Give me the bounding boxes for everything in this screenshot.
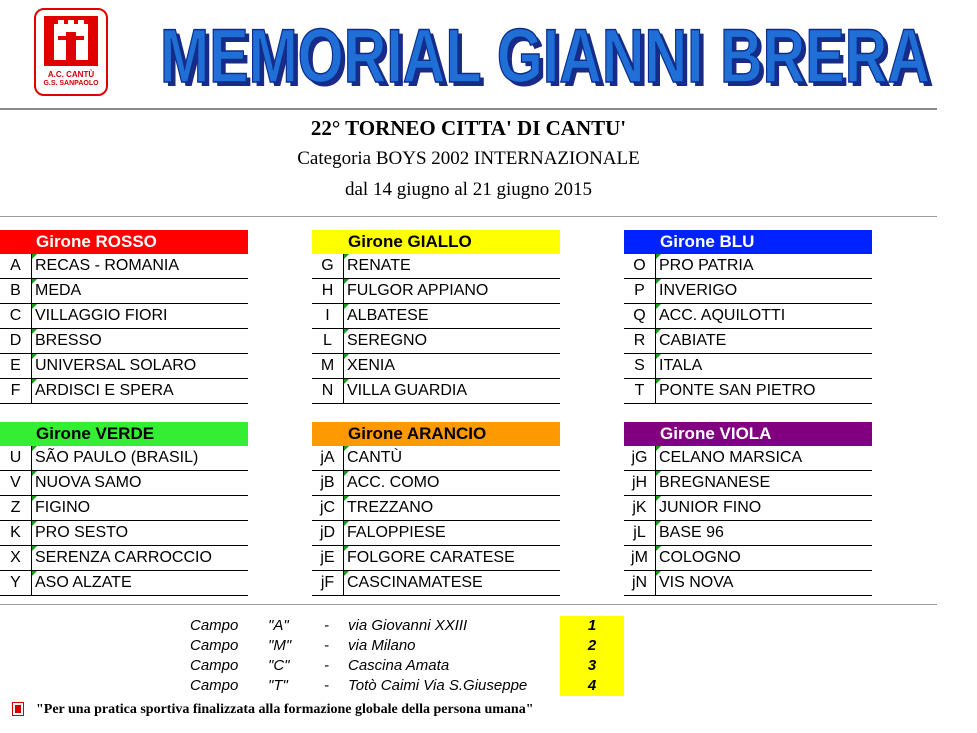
team-code: jH xyxy=(624,471,656,495)
field-address: via Giovanni XXIII xyxy=(348,617,468,634)
footer-logo-icon xyxy=(12,702,24,716)
team-name: COLOGNO xyxy=(659,549,741,566)
team-code: jD xyxy=(312,521,344,545)
group-5 xyxy=(624,422,872,596)
team-code: S xyxy=(624,354,656,378)
team-row xyxy=(312,471,560,496)
team-code: L xyxy=(312,329,344,353)
team-row xyxy=(312,546,560,571)
field-number: 2 xyxy=(560,636,624,656)
group-3 xyxy=(0,422,248,596)
team-code: jG xyxy=(624,446,656,470)
team-row xyxy=(312,329,560,354)
team-row xyxy=(624,254,872,279)
team-row xyxy=(624,379,872,404)
team-code: P xyxy=(624,279,656,303)
team-row xyxy=(624,521,872,546)
team-name: ITALA xyxy=(659,357,703,374)
field-label: Campo xyxy=(190,617,239,634)
field-dash: - xyxy=(324,657,329,674)
team-name: SERENZA CARROCCIO xyxy=(35,549,212,566)
group-header: Girone ARANCIO xyxy=(312,422,560,446)
team-code: R xyxy=(624,329,656,353)
group-header: Girone BLU xyxy=(624,230,872,254)
team-row xyxy=(0,521,248,546)
team-code: jB xyxy=(312,471,344,495)
team-row xyxy=(312,304,560,329)
team-name: VIS NOVA xyxy=(659,574,734,591)
team-code: K xyxy=(0,521,32,545)
field-number: 4 xyxy=(560,676,624,696)
field-label: Campo xyxy=(190,637,239,654)
team-name: JUNIOR FINO xyxy=(659,499,762,516)
tower-icon xyxy=(44,16,98,66)
team-code: C xyxy=(0,304,32,328)
field-dash: - xyxy=(324,637,329,654)
team-code: F xyxy=(0,379,32,403)
main-title xyxy=(158,10,948,100)
team-code: jL xyxy=(624,521,656,545)
team-code: jM xyxy=(624,546,656,570)
team-row xyxy=(312,571,560,596)
field-code: "A" xyxy=(268,617,289,634)
club-logo xyxy=(34,8,108,96)
team-row xyxy=(312,354,560,379)
group-1 xyxy=(312,230,560,404)
field-address: via Milano xyxy=(348,637,416,654)
footer-motto: "Per una pratica sportiva finalizzata alla formazione globale della persona umana" xyxy=(36,702,534,717)
field-label: Campo xyxy=(190,657,239,674)
tournament-dates: dal 14 giugno al 21 giugno 2015 xyxy=(345,179,592,200)
team-name: BASE 96 xyxy=(659,524,724,541)
team-code: E xyxy=(0,354,32,378)
field-row xyxy=(186,656,626,676)
team-name: VILLAGGIO FIORI xyxy=(35,307,168,324)
team-name: INVERIGO xyxy=(659,282,738,299)
team-name: XENIA xyxy=(347,357,396,374)
team-row xyxy=(312,496,560,521)
field-label: Campo xyxy=(190,677,239,694)
team-name: MEDA xyxy=(35,282,82,299)
team-name: ACC. COMO xyxy=(347,474,440,491)
tournament-title: 22° TORNEO CITTA' DI CANTU' xyxy=(310,116,627,140)
main-title-text: MEMORIAL GIANNI BRERA xyxy=(160,14,930,99)
team-code: jF xyxy=(312,571,344,595)
tournament-category: Categoria BOYS 2002 INTERNAZIONALE xyxy=(297,148,640,169)
main-title-shadow: MEMORIAL GIANNI BRERA xyxy=(164,18,934,100)
team-code: Q xyxy=(624,304,656,328)
team-code: jK xyxy=(624,496,656,520)
team-row xyxy=(0,446,248,471)
team-name: ALBATESE xyxy=(347,307,429,324)
team-row xyxy=(624,496,872,521)
team-name: FOLGORE CARATESE xyxy=(347,549,515,566)
logo-line2: G.S. SANPAOLO xyxy=(43,80,99,87)
team-row xyxy=(0,304,248,329)
team-name: SÃO PAULO (BRASIL) xyxy=(35,449,199,466)
team-name: BRESSO xyxy=(35,332,102,349)
team-row xyxy=(0,254,248,279)
team-row xyxy=(312,446,560,471)
team-row xyxy=(624,304,872,329)
team-name: CANTÙ xyxy=(347,449,403,466)
team-code: M xyxy=(312,354,344,378)
team-name: SEREGNO xyxy=(347,332,428,349)
team-code: T xyxy=(624,379,656,403)
team-row xyxy=(312,254,560,279)
team-name: ASO ALZATE xyxy=(35,574,132,591)
team-name: CABIATE xyxy=(659,332,727,349)
team-name: VILLA GUARDIA xyxy=(347,382,468,399)
team-name: CASCINAMATESE xyxy=(347,574,483,591)
field-address: Cascina Amata xyxy=(348,657,450,674)
field-number: 3 xyxy=(560,656,624,676)
team-row xyxy=(0,279,248,304)
fields-divider xyxy=(0,604,937,605)
team-code: jN xyxy=(624,571,656,595)
team-code: jA xyxy=(312,446,344,470)
field-code: "T" xyxy=(268,677,288,694)
team-code: B xyxy=(0,279,32,303)
team-row xyxy=(0,546,248,571)
section-divider xyxy=(0,216,937,217)
team-code: I xyxy=(312,304,344,328)
group-header: Girone GIALLO xyxy=(312,230,560,254)
header-divider xyxy=(0,108,937,110)
team-row xyxy=(624,446,872,471)
team-name: RENATE xyxy=(347,257,411,274)
team-name: ACC. AQUILOTTI xyxy=(659,307,786,324)
field-dash: - xyxy=(324,677,329,694)
team-row xyxy=(624,329,872,354)
team-code: Z xyxy=(0,496,32,520)
team-name: RECAS - ROMANIA xyxy=(35,257,180,274)
team-row xyxy=(312,279,560,304)
team-name: BREGNANESE xyxy=(659,474,771,491)
team-name: UNIVERSAL SOLARO xyxy=(35,357,197,374)
team-name: ARDISCI E SPERA xyxy=(35,382,174,399)
team-name: NUOVA SAMO xyxy=(35,474,142,491)
team-code: Y xyxy=(0,571,32,595)
group-header: Girone ROSSO xyxy=(0,230,248,254)
team-row xyxy=(624,471,872,496)
team-row xyxy=(624,354,872,379)
group-0 xyxy=(0,230,248,404)
field-address: Totò Caimi Via S.Giuseppe xyxy=(348,677,528,694)
logo-line1: A.C. CANTÙ xyxy=(47,70,95,79)
group-2 xyxy=(624,230,872,404)
team-row xyxy=(0,571,248,596)
field-number: 1 xyxy=(560,616,624,636)
team-name: PRO SESTO xyxy=(35,524,129,541)
team-code: jC xyxy=(312,496,344,520)
team-row xyxy=(0,496,248,521)
team-row xyxy=(0,471,248,496)
group-header: Girone VERDE xyxy=(0,422,248,446)
team-code: jE xyxy=(312,546,344,570)
team-row xyxy=(624,546,872,571)
team-row xyxy=(312,379,560,404)
team-name: TREZZANO xyxy=(347,499,434,516)
team-code: O xyxy=(624,254,656,278)
team-code: A xyxy=(0,254,32,278)
field-dash: - xyxy=(324,617,329,634)
team-name: PRO PATRIA xyxy=(659,257,754,274)
field-row xyxy=(186,616,626,636)
team-name: CELANO MARSICA xyxy=(659,449,803,466)
field-code: "M" xyxy=(268,637,292,654)
field-code: "C" xyxy=(268,657,290,674)
fields-list xyxy=(186,616,626,696)
team-code: D xyxy=(0,329,32,353)
team-code: U xyxy=(0,446,32,470)
team-row xyxy=(624,279,872,304)
group-4 xyxy=(312,422,560,596)
field-row xyxy=(186,676,626,696)
team-code: N xyxy=(312,379,344,403)
team-code: H xyxy=(312,279,344,303)
team-row xyxy=(312,521,560,546)
field-row xyxy=(186,636,626,656)
team-row xyxy=(0,329,248,354)
team-code: V xyxy=(0,471,32,495)
group-header: Girone VIOLA xyxy=(624,422,872,446)
team-row xyxy=(0,354,248,379)
team-row xyxy=(624,571,872,596)
team-code: X xyxy=(0,546,32,570)
team-row xyxy=(0,379,248,404)
team-code: G xyxy=(312,254,344,278)
team-name: PONTE SAN PIETRO xyxy=(659,382,816,399)
team-name: FALOPPIESE xyxy=(347,524,446,541)
team-name: FIGINO xyxy=(35,499,91,516)
team-name: FULGOR APPIANO xyxy=(347,282,489,299)
